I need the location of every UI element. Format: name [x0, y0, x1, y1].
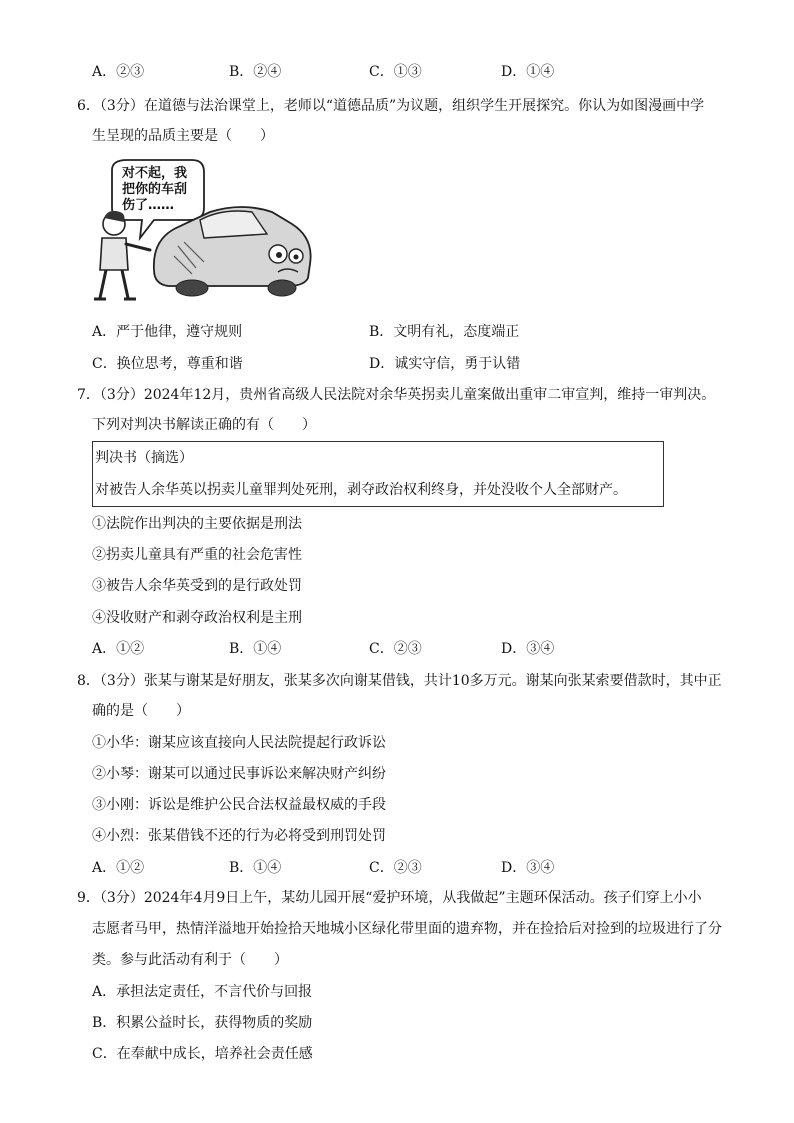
- q7-option-c: C．②③: [369, 641, 422, 657]
- q5-option-d: D．①④: [501, 64, 555, 80]
- q6-stem-line-2: 生呈现的品质主要是（ ）: [92, 128, 274, 144]
- q9-option-a: A．承担法定责任，不言代价与回报: [92, 984, 313, 1000]
- q8-option-c: C．②③: [369, 860, 422, 876]
- q8-item-4: ④小烈：张某借钱不还的行为必将受到刑罚处罚: [92, 828, 386, 844]
- verdict-box-text: 对被告人余华英以拐卖儿童罪判处死刑，剥夺政治权利终身，并处没收个人全部财产。: [95, 482, 627, 498]
- verdict-box-title: 判决书（摘选）: [95, 450, 193, 466]
- q9-option-b: B．积累公益时长，获得物质的奖励: [92, 1015, 313, 1031]
- q5-option-b: B．②④: [229, 64, 282, 80]
- q8-option-d: D．③④: [501, 860, 555, 876]
- q9-stem-line-3: 类。参与此活动有利于（ ）: [92, 952, 288, 968]
- q6-option-b: B．文明有礼，态度端正: [369, 324, 520, 340]
- bubble-text-line-2: 把你的车刮: [122, 182, 188, 197]
- verdict-excerpt-box: [92, 441, 664, 507]
- q8-item-3: ③小刚：诉讼是维护公民合法权益最权威的手段: [92, 797, 386, 813]
- q7-item-3: ③被告人余华英受到的是行政处罚: [92, 578, 302, 594]
- q7-item-4: ④没收财产和剥夺政治权利是主刑: [92, 610, 302, 626]
- q6-option-c: C．换位思考，尊重和谐: [92, 356, 243, 372]
- q8-item-2: ②小琴：谢某可以通过民事诉讼来解决财产纠纷: [92, 766, 386, 782]
- q7-option-b: B．①④: [229, 641, 282, 657]
- bubble-text-line-3: 伤了……: [122, 198, 175, 213]
- q6-option-d: D．诚实守信，勇于认错: [369, 356, 521, 372]
- q5-option-c: C．①③: [369, 64, 422, 80]
- q8-option-b: B．①④: [229, 860, 282, 876]
- q9-stem-line-2: 志愿者马甲，热情洋溢地开始捡拾天地城小区绿化带里面的遗弃物，并在捡拾后对捡到的垃圾进行了分: [92, 921, 722, 937]
- q7-item-1: ①法院作出判决的主要依据是刑法: [92, 516, 302, 532]
- q5-option-a: A．②③: [92, 64, 145, 80]
- cartoon-illustration: [92, 158, 314, 306]
- q9-option-c: C．在奉献中成长，培养社会责任感: [92, 1046, 313, 1062]
- q6-option-a: A．严于他律，遵守规则: [92, 324, 243, 340]
- q7-stem-line-1: 7．（3分）2024年12月，贵州省高级人民法院对余华英拐卖儿童案做出重审二审宣判，维持一审判决。: [77, 387, 716, 403]
- bubble-text-line-1: 对不起，我: [122, 166, 188, 181]
- q9-stem-line-1: 9．（3分）2024年4月9日上午，某幼儿园开展“爱护环境，从我做起”主题环保活动。孩子们穿上小小: [77, 890, 702, 906]
- q8-item-1: ①小华：谢某应该直接向人民法院提起行政诉讼: [92, 735, 386, 751]
- q6-stem-line-1: 6．（3分）在道德与法治课堂上，老师以“道德品质”为议题，组织学生开展探究。你认为如图漫画中学: [77, 98, 705, 114]
- q7-option-a: A．①②: [92, 641, 145, 657]
- q7-stem-line-2: 下列对判决书解读正确的有（ ）: [92, 417, 316, 433]
- q8-stem-line-1: 8．（3分）张某与谢某是好朋友，张某多次向谢某借钱，共计10多万元。谢某向张某索要借款时，其中正: [77, 673, 722, 689]
- q7-option-d: D．③④: [501, 641, 555, 657]
- q8-stem-line-2: 确的是（ ）: [92, 703, 190, 719]
- q8-option-a: A．①②: [92, 860, 145, 876]
- q7-item-2: ②拐卖儿童具有严重的社会危害性: [92, 547, 302, 563]
